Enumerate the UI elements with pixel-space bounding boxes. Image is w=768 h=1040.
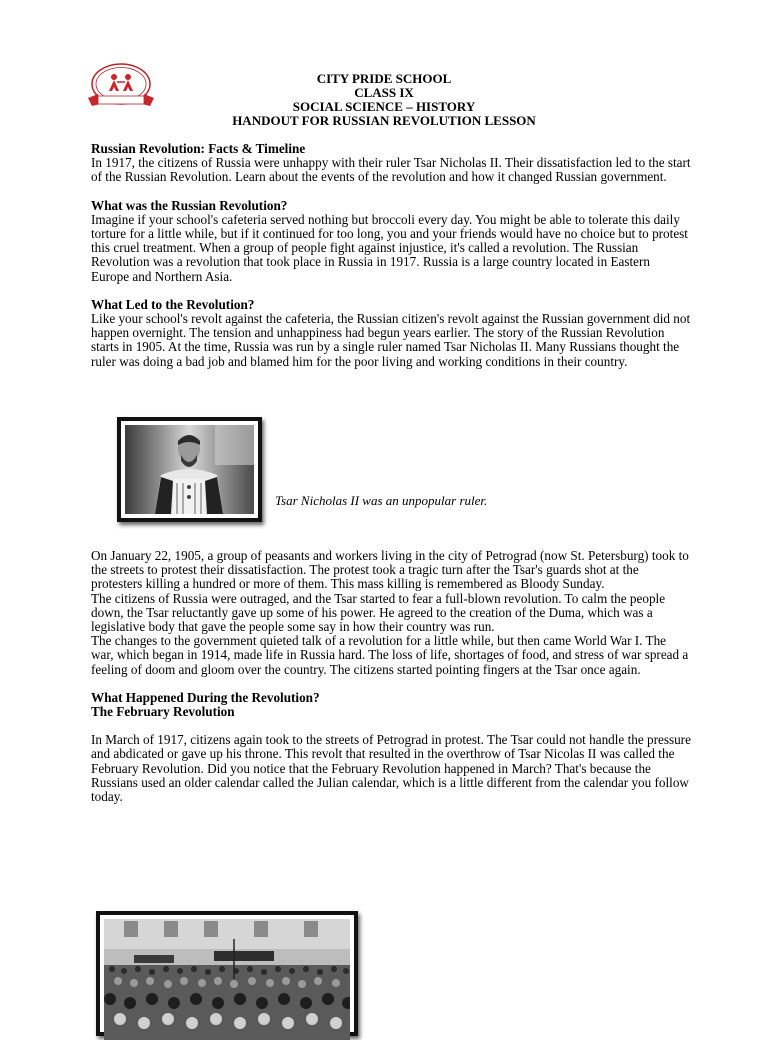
protest-crowd-photo — [96, 911, 358, 1036]
section-body: Imagine if your school's cafeteria served nothing but broccoli every day. You might be able to tolerate this daily torture for a little while, but if it continued for too long, you and your friends would have no choice but to protest this cruel treatment. When a group of people fight against injustice, it's called a revolution. The Russian Revolution was a revolution that took place in Russia in 1917. Russia is a large country located in Eastern Europe and Northern Asia. — [91, 211, 688, 284]
section-heading: What Led to the Revolution? — [91, 296, 255, 312]
school-logo — [86, 60, 156, 112]
document-header — [200, 72, 568, 128]
section-heading: What Happened During the Revolution? — [91, 689, 320, 705]
paragraph: The citizens of Russia were outraged, and the Tsar started to fear a full-blown revolution. To calm the people down, the Tsar reluctantly gave up some of his power. He agreed to the creation of the Duma, which was a legislative body that gave the people some say in how their country was run. — [91, 590, 666, 635]
section-heading: What was the Russian Revolution? — [91, 197, 288, 213]
section-heading: Russian Revolution: Facts & Timeline — [91, 141, 306, 156]
subject-name: SOCIAL SCIENCE – HISTORY — [292, 99, 476, 114]
class-name: CLASS IX — [354, 85, 414, 100]
photo-caption: Tsar Nicholas II was an unpopular ruler. — [275, 493, 488, 508]
tsar-portrait-photo — [117, 417, 262, 522]
section-body: In March of 1917, citizens again took to the streets of Petrograd in protest. The Tsar could not handle the pressure and abdicated or gave up his throne. This revolt that resulted in the overthrow of Tsar Nicolas II was called the February Revolution. Did you notice that the February Revolution happened in March? That's because the Russians used an older calendar called the Julian calendar, which is a little different from the calendar you follow today. — [91, 732, 691, 805]
section-subheading: The February Revolution — [91, 704, 235, 720]
handout-content-continued — [91, 549, 691, 804]
paragraph: The changes to the government quieted talk of a revolution for a little while, but then came World War I. The war, which began in 1914, made life in Russia hard. The loss of life, shortages of food, and stress of war spread a feeling of doom and gloom over the country. The citizens started pointing fingers at the Tsar once again. — [91, 633, 689, 677]
school-name: CITY PRIDE SCHOOL — [316, 71, 452, 86]
handout-content — [91, 142, 691, 369]
section-body: Like your school's revolt against the cafeteria, the Russian citizen's revolt against the Russian government did not happen overnight. The tension and unhappiness had begun years earlier. The story of the Russian Revolution starts in 1905. At the time, Russia was run by a single ruler named Tsar Nicholas II. Many Russians thought the ruler was doing a bad job and blamed him for the poor living and working conditions in their country. — [91, 311, 691, 369]
handout-title: HANDOUT FOR RUSSIAN REVOLUTION LESSON — [232, 113, 536, 128]
section-body: In 1917, the citizens of Russia were unhappy with their ruler Tsar Nicholas II. Their dissatisfaction led to the start of the Russian Revolution. Learn about the events of the revolution and how it changed Russian government. — [91, 155, 691, 185]
paragraph: On January 22, 1905, a group of peasants and workers living in the city of Petrograd (now St. Petersburg) took to the streets to protest their dissatisfaction. The protest took a tragic turn after the Tsar's guards shot at the protesters killing a hundred or more of them. This mass killing is remembered as Bloody Sunday. — [91, 548, 689, 592]
